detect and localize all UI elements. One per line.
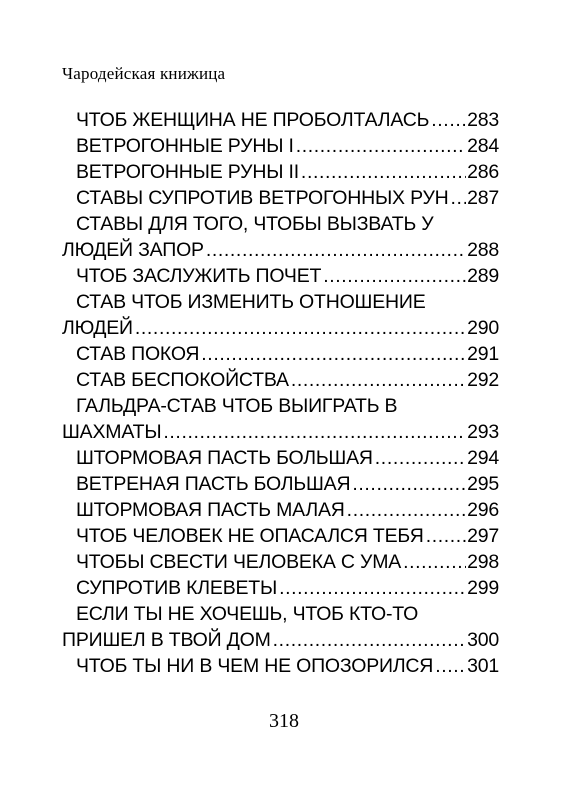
table-of-contents <box>62 107 499 679</box>
toc-entry-title: СТАВ БЕСПОКОЙСТВА <box>76 369 289 391</box>
toc-entry <box>62 185 499 211</box>
toc-entry-title: ВЕТРЕНАЯ ПАСТЬ БОЛЬШАЯ <box>76 473 351 495</box>
toc-entry <box>62 133 499 159</box>
dot-leader <box>375 445 466 471</box>
toc-entry <box>62 471 499 497</box>
toc-entry-page: 301 <box>467 655 499 677</box>
toc-entry-title: СТАВЫ СУПРОТИВ ВЕТРОГОННЫХ РУН <box>76 187 449 209</box>
toc-entry <box>62 497 499 523</box>
dot-leader <box>451 185 467 211</box>
toc-entry <box>62 653 499 679</box>
dot-leader <box>291 367 466 393</box>
toc-entry-page: 293 <box>467 421 499 443</box>
toc-entry <box>62 627 499 653</box>
toc-entry-page: 299 <box>467 577 499 599</box>
dot-leader <box>347 497 466 523</box>
toc-entry-title-line1: СТАВ ЧТОБ ИЗМЕНИТЬ ОТНОШЕНИЕ <box>76 291 426 313</box>
toc-entry-page: 286 <box>467 161 499 183</box>
dot-leader <box>163 419 466 445</box>
toc-entry-page: 288 <box>467 239 499 261</box>
toc-entry-title: СУПРОТИВ КЛЕВЕТЫ <box>76 577 278 599</box>
toc-entry-page: 287 <box>467 187 499 209</box>
toc-entry-page: 297 <box>467 525 499 547</box>
dot-leader <box>403 549 466 575</box>
toc-entry <box>62 419 499 445</box>
running-header: Чародейская книжица <box>62 64 226 83</box>
dot-leader <box>279 575 466 601</box>
toc-entry-title: ЧТОБЫ СВЕСТИ ЧЕЛОВЕКА С УМА <box>76 551 402 573</box>
toc-entry <box>62 263 499 289</box>
toc-entry-title-line2: ШАХМАТЫ <box>62 421 162 443</box>
toc-entry-title: ЧТОБ ЗАСЛУЖИТЬ ПОЧЕТ <box>76 265 322 287</box>
toc-entry-title-line2: ПРИШЕЛ В ТВОЙ ДОМ <box>62 629 271 651</box>
toc-entry-page: 295 <box>467 473 499 495</box>
toc-entry-page: 283 <box>467 109 499 131</box>
toc-entry-page: 291 <box>467 343 499 365</box>
toc-entry-page: 292 <box>467 369 499 391</box>
toc-entry-title-line1: ГАЛЬДРА-СТАВ ЧТОБ ВЫИГРАТЬ В <box>76 395 398 417</box>
toc-entry-title: ШТОРМОВАЯ ПАСТЬ БОЛЬШАЯ <box>76 447 373 469</box>
toc-entry-page: 290 <box>467 317 499 339</box>
dot-leader <box>426 523 466 549</box>
dot-leader <box>431 107 466 133</box>
toc-entry <box>62 523 499 549</box>
toc-entry-title-line1: ЕСЛИ ТЫ НЕ ХОЧЕШЬ, ЧТОБ КТО-ТО <box>76 603 419 625</box>
dot-leader <box>301 159 466 185</box>
toc-entry-title: ВЕТРОГОННЫЕ РУНЫ II <box>76 161 299 183</box>
toc-entry-title: ШТОРМОВАЯ ПАСТЬ МАЛАЯ <box>76 499 345 521</box>
dot-leader <box>206 237 466 263</box>
toc-entry-page: 294 <box>467 447 499 469</box>
toc-entry-title: ЧТОБ ТЫ НИ В ЧЕМ НЕ ОПОЗОРИЛСЯ <box>76 655 434 677</box>
toc-entry-page: 300 <box>467 629 499 651</box>
toc-entry <box>62 445 499 471</box>
dot-leader <box>296 133 466 159</box>
toc-entry <box>62 575 499 601</box>
toc-entry-title: ВЕТРОГОННЫЕ РУНЫ I <box>76 135 294 157</box>
toc-entry-page: 296 <box>467 499 499 521</box>
toc-entry <box>62 159 499 185</box>
dot-leader <box>323 263 466 289</box>
toc-entry-title-line2: ЛЮДЕЙ <box>62 317 133 339</box>
toc-entry-title: ЧТОБ ЖЕНЩИНА НЕ ПРОБОЛТАЛАСЬ <box>76 109 430 131</box>
toc-entry-title: ЧТОБ ЧЕЛОВЕК НЕ ОПАСАЛСЯ ТЕБЯ <box>76 525 424 547</box>
dot-leader <box>135 315 466 341</box>
toc-entry <box>62 315 499 341</box>
toc-entry <box>62 237 499 263</box>
page-number: 318 <box>269 710 299 732</box>
toc-entry-title: СТАВ ПОКОЯ <box>76 343 200 365</box>
toc-entry <box>62 107 499 133</box>
toc-entry-page: 298 <box>467 551 499 573</box>
toc-entry <box>62 341 499 367</box>
toc-entry-page: 289 <box>467 265 499 287</box>
toc-entry-title-line1: СТАВЫ ДЛЯ ТОГО, ЧТОБЫ ВЫЗВАТЬ У <box>76 213 434 235</box>
toc-entry <box>62 367 499 393</box>
dot-leader <box>201 341 466 367</box>
dot-leader <box>273 627 466 653</box>
dot-leader <box>435 653 466 679</box>
toc-entry-page: 284 <box>467 135 499 157</box>
dot-leader <box>352 471 466 497</box>
toc-entry-title-line2: ЛЮДЕЙ ЗАПОР <box>62 239 204 261</box>
toc-entry <box>62 549 499 575</box>
